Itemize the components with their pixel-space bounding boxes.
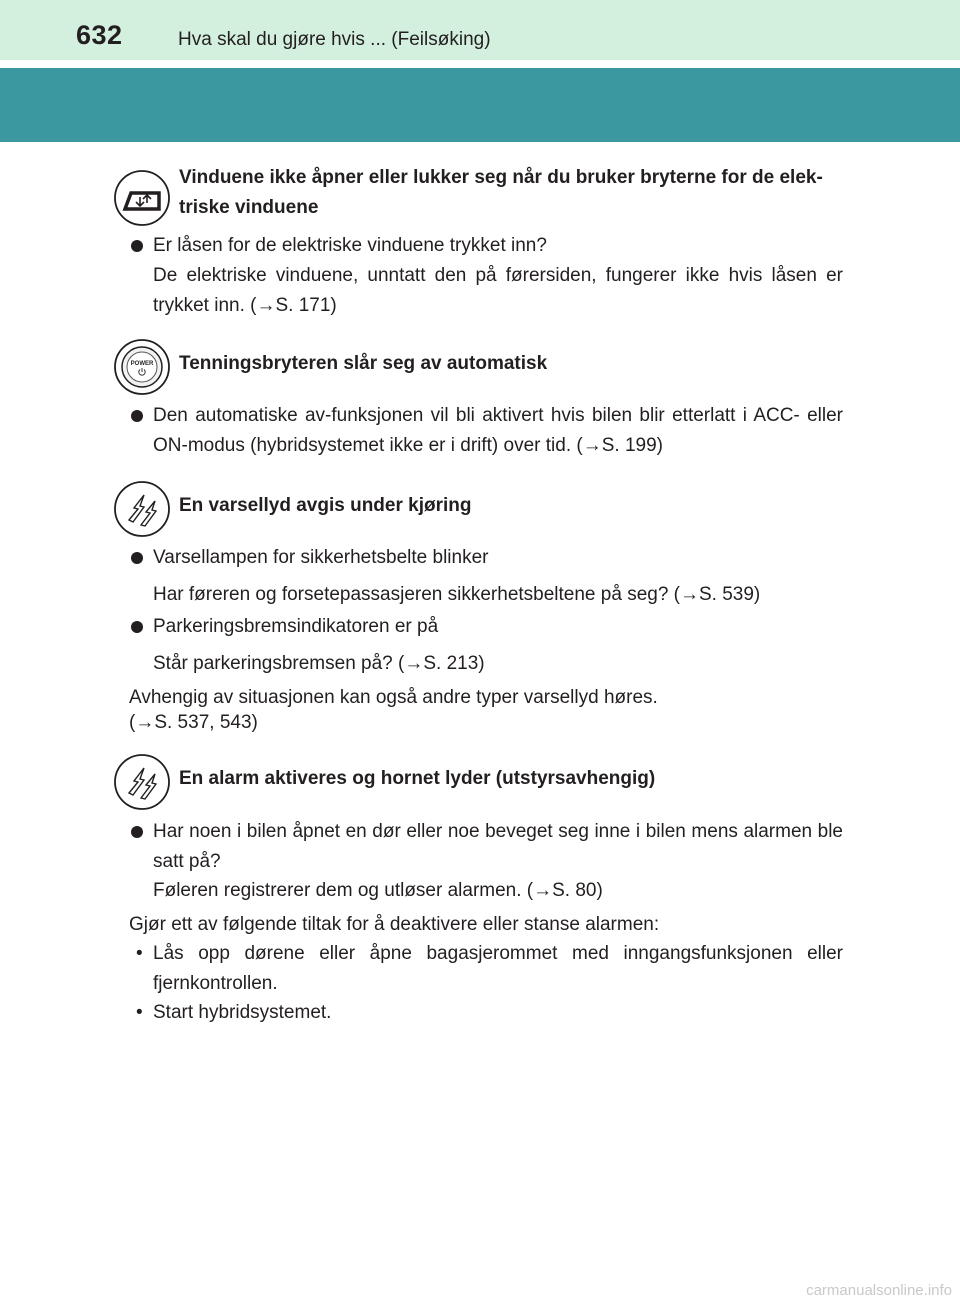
- alarm-steps-intro: Gjør ett av følgende tiltak for å deaktivere eller stanse alarmen:: [129, 914, 660, 935]
- section-title-alarm: En alarm aktiveres og hornet lyder (utstyrsavhengig): [179, 768, 656, 789]
- warning-buzzer-icon: [113, 480, 171, 538]
- section-title-warning-sound: En varsellyd avgis under kjøring: [179, 495, 472, 516]
- alarm-step: Start hybridsystemet.: [153, 1002, 332, 1023]
- alarm-step: Lås opp dørene eller åpne bagasjerommet med inngangsfunksjonen eller fjernkontrollen.: [153, 943, 843, 994]
- power-button-icon: [113, 338, 171, 396]
- alarm-answer: Føleren registrerer dem og utløser alarmen. (→S. 80): [153, 880, 603, 901]
- section-title-ignition: Tenningsbryteren slår seg av automatisk: [179, 353, 548, 374]
- alarm-icon: [113, 753, 171, 811]
- parking-brake-answer: Står parkeringsbremsen på? (→S. 213): [153, 653, 485, 674]
- bullet: [131, 410, 143, 422]
- ignition-text: Den automatiske av-funksjonen vil bli aktivert hvis bilen blir etterlatt i ACC- eller ON-modus (hybridsystemet ikke er i drift) over tid. (→S. 199): [153, 405, 843, 456]
- section-title-windows: Vinduene ikke åpner eller lukker seg når du bruker bryterne for de elek-triske vinduene: [179, 167, 823, 218]
- windows-answer: De elektriske vinduene, unntatt den på førersiden, fungerer ikke hvis låsen er trykket inn. (→S. 171): [153, 265, 843, 316]
- page-number: 632: [76, 20, 123, 50]
- page-title: Hva skal du gjøre hvis ... (Feilsøking): [178, 29, 491, 50]
- warning-note: Avhengig av situasjonen kan også andre typer varsellyd høres.: [129, 687, 658, 708]
- seatbelt-answer: Har føreren og forsetepassasjeren sikkerhetsbeltene på seg? (→S. 539): [153, 584, 761, 605]
- power-label: POWER: [130, 361, 154, 367]
- bullet: [131, 621, 143, 633]
- alarm-question: Har noen i bilen åpnet en dør eller noe beveget seg inne i bilen mens alarmen ble satt på?: [153, 821, 843, 872]
- parking-brake-question: Parkeringsbremsindikatoren er på: [153, 616, 439, 637]
- bullet: [131, 240, 143, 252]
- bullet: [131, 826, 143, 838]
- warning-note-ref: (→S. 537, 543): [129, 712, 258, 733]
- windows-question: Er låsen for de elektriske vinduene trykket inn?: [153, 235, 547, 256]
- watermark: carmanualsonline.info: [806, 1282, 952, 1299]
- list-bullet: •: [136, 1002, 143, 1023]
- chapter-band: [0, 68, 960, 142]
- power-window-icon: [113, 169, 171, 227]
- list-bullet: •: [136, 943, 143, 964]
- bullet: [131, 552, 143, 564]
- seatbelt-question: Varsellampen for sikkerhetsbelte blinker: [153, 547, 489, 568]
